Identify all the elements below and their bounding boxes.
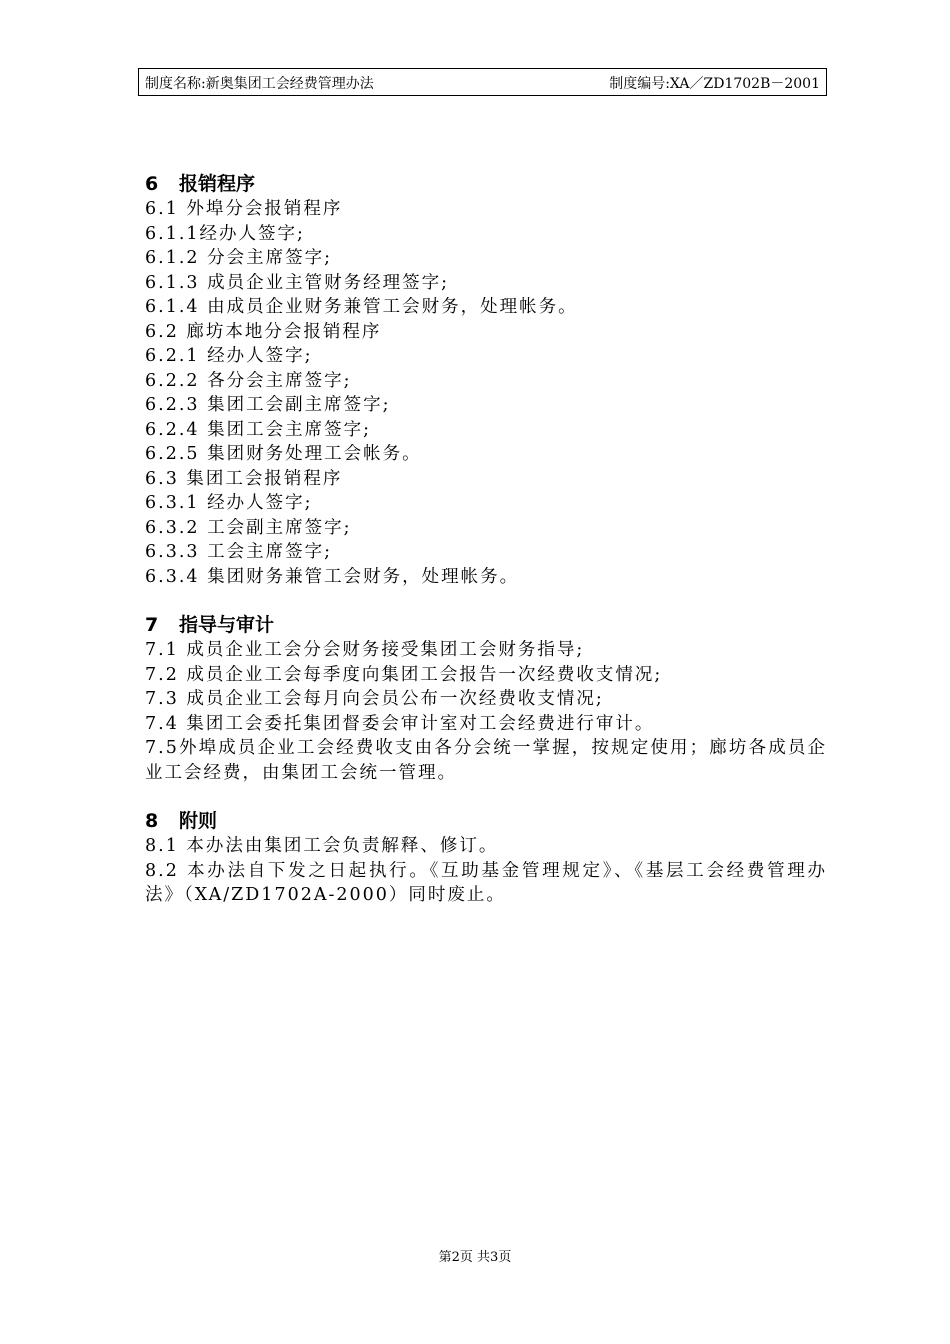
document-body [145,172,827,932]
regulation-name: 制度名称:新奥集团工会经费管理办法 [145,76,374,92]
clause-line: 6.2.3 集团工会副主席签字; [145,395,391,415]
section-supplementary [145,809,827,908]
clause-line: 6.2.2 各分会主席签字; [145,370,352,391]
clause-line: 8.1 本办法由集团工会负责解释、修订。 [145,836,499,856]
section-heading [145,809,827,834]
regulation-code: 制度编号:XA／ZD1702B－2001 [609,76,820,92]
section-heading [145,172,827,197]
clause-paragraph: 7.5外埠成员企业工会经费收支由各分会统一掌握，按规定使用；廊坊各成员企业工会经费，由集团工会统一管理。 [145,738,827,783]
document-header [138,68,827,96]
clause-line: 6.3.1 经办人签字; [145,493,313,513]
clause-line: 6.1.3 成员企业主管财务经理签字; [145,272,449,293]
section-guidance-audit [145,613,827,785]
clause-line: 6.3.4 集团财务兼管工会财务，处理帐务。 [145,566,520,587]
clause-line: 6.3.2 工会副主席签字; [145,517,352,538]
clause-line: 7.2 成员企业工会每季度向集团工会报告一次经费收支情况; [145,664,663,685]
clause-paragraph: 8.2 本办法自下发之日起执行。《互助基金管理规定》、《基层工会经费管理办法》（XA/ZD1702A-2000）同时废止。 [145,860,827,905]
page-number: 第2页 共3页 [438,1250,512,1265]
clause-line: 6.1.1经办人签字; [145,223,305,244]
clause-line: 6.2.1 经办人签字; [145,346,313,366]
clause-line: 6.2.4 集团工会主席签字; [145,419,371,440]
clause-line: 6.1.4 由成员企业财务兼管工会财务，处理帐务。 [145,297,578,317]
clause-line: 6.1 外埠分会报销程序 [145,199,343,219]
section-title: 报销程序 [179,173,256,195]
clause-line: 6.3 集团工会报销程序 [145,468,343,489]
clause-line: 7.4 集团工会委托集团督委会审计室对工会经费进行审计。 [145,713,655,734]
clause-line: 6.1.2 分会主席签字; [145,248,332,268]
section-title: 附则 [179,810,218,832]
section-number: 7 [145,614,159,636]
clause-line: 7.1 成员企业工会分会财务接受集团工会财务指导; [145,640,585,660]
clause-line: 6.2 廊坊本地分会报销程序 [145,321,382,342]
clause-line: 6.2.5 集团财务处理工会帐务。 [145,444,422,464]
clause-line: 6.3.3 工会主席签字; [145,542,332,562]
section-reimbursement [145,172,827,589]
section-heading [145,613,827,638]
clause-line: 7.3 成员企业工会每月向会员公布一次经费收支情况; [145,689,604,709]
section-number: 6 [145,173,159,195]
section-title: 指导与审计 [179,614,275,636]
section-number: 8 [145,810,159,832]
